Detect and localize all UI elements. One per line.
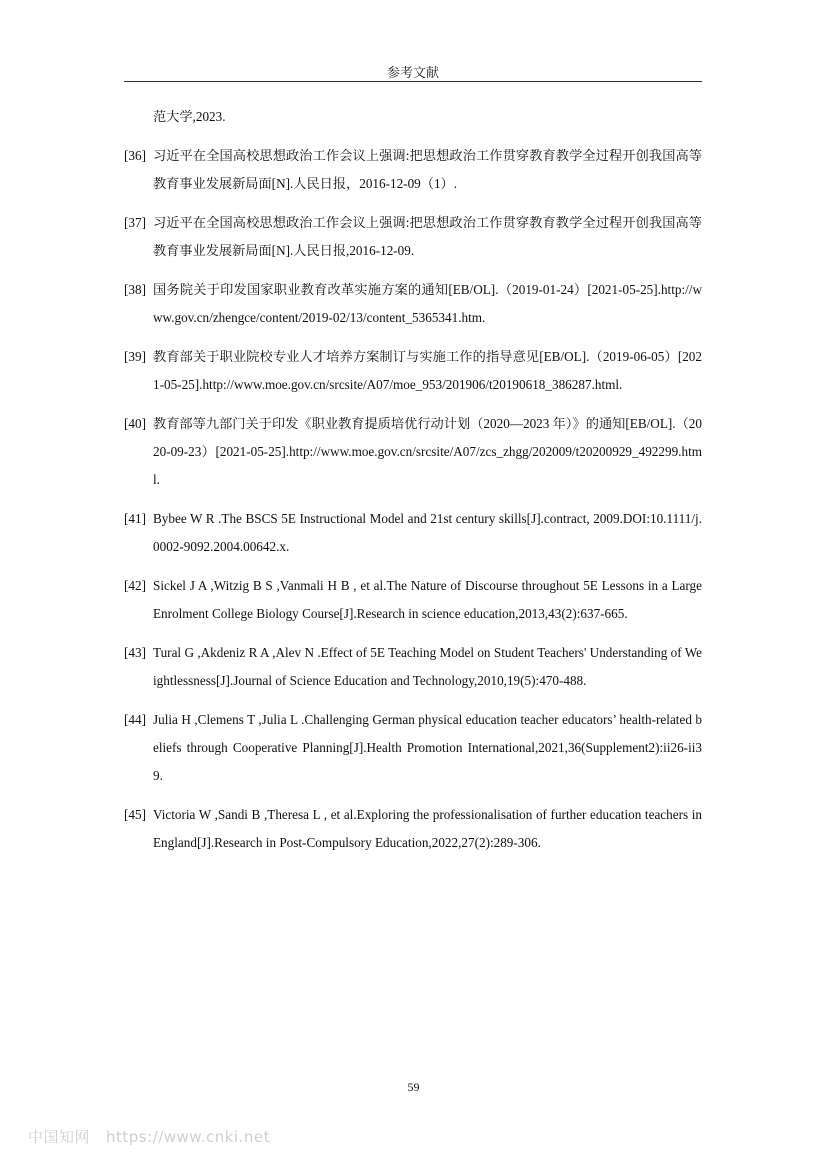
reference-number: [44] [124,712,146,727]
reference-item [124,410,702,494]
reference-list [124,103,702,868]
reference-continuation: 范大学,2023. [153,109,226,124]
reference-text: 国务院关于印发国家职业教育改革实施方案的通知[EB/OL].（2019-01-24）[2021-05-25].http://www.gov.cn/zhengce/content/2019-02/13/content_5365341.htm. [153,282,702,325]
reference-number: [40] [124,416,146,431]
reference-number: [42] [124,578,146,593]
watermark-url: https://www.cnki.net [106,1128,270,1146]
header-divider [124,81,702,82]
reference-item [124,572,702,628]
reference-item [124,142,702,198]
reference-number: [38] [124,282,146,297]
reference-item [124,706,702,790]
watermark-logo-text: 中国知网 [28,1128,91,1146]
running-header: 参考文献 [386,66,439,81]
reference-item [124,343,702,399]
reference-text: 教育部关于职业院校专业人才培养方案制订与实施工作的指导意见[EB/OL].（2019-06-05）[2021-05-25].http://www.moe.gov.cn/srcsite/A07/moe_953/201906/t20190618_386287.html. [153,349,702,392]
reference-text: Bybee W R .The BSCS 5E Instructional Model and 21st century skills[J].contract, 2009.DOI:10.1111/j.0002-9092.2004.00642.x. [153,511,702,554]
reference-number: [37] [124,215,146,230]
reference-text: Julia H ,Clemens T ,Julia L .Challenging German physical education teacher educators’ health-related beliefs through Cooperative Planning[J].Health Promotion International,2021,36(Supplement2):ii26-ii39. [153,712,702,783]
reference-item [124,801,702,857]
reference-text: Victoria W ,Sandi B ,Theresa L , et al.Exploring the professionalisation of further education teachers in England[J].Research in Post-Compulsory Education,2022,27(2):289-306. [153,807,702,850]
reference-item [124,209,702,265]
reference-text: Tural G ,Akdeniz R A ,Alev N .Effect of 5E Teaching Model on Student Teachers' Understanding of Weightlessness[J].Journal of Science Education and Technology,2010,19(5):470-488. [153,645,702,688]
cnki-watermark [28,1126,270,1147]
reference-number: [39] [124,349,146,364]
reference-text: 习近平在全国高校思想政治工作会议上强调:把思想政治工作贯穿教育教学全过程开创我国高等教育事业发展新局面[N].人民日报，2016-12-09（1）. [153,148,702,191]
reference-item [124,505,702,561]
reference-text: 习近平在全国高校思想政治工作会议上强调:把思想政治工作贯穿教育教学全过程开创我国高等教育事业发展新局面[N].人民日报,2016-12-09. [153,215,702,258]
reference-text: 教育部等九部门关于印发《职业教育提质培优行动计划（2020—2023 年）》的通知[EB/OL].（2020-09-23）[2021-05-25].http://www.moe.gov.cn/srcsite/A07/zcs_zhgg/202009/t20200929_492299.html. [153,416,702,487]
reference-number: [45] [124,807,146,822]
page-number: 59 [407,1080,420,1094]
reference-item [124,639,702,695]
reference-number: [43] [124,645,146,660]
reference-item [124,276,702,332]
reference-number: [36] [124,148,146,163]
reference-text: Sickel J A ,Witzig B S ,Vanmali H B , et al.The Nature of Discourse throughout 5E Lessons in a Large Enrolment College Biology Course[J].Research in science education,2013,43(2):637-665. [153,578,702,621]
reference-number: [41] [124,511,146,526]
